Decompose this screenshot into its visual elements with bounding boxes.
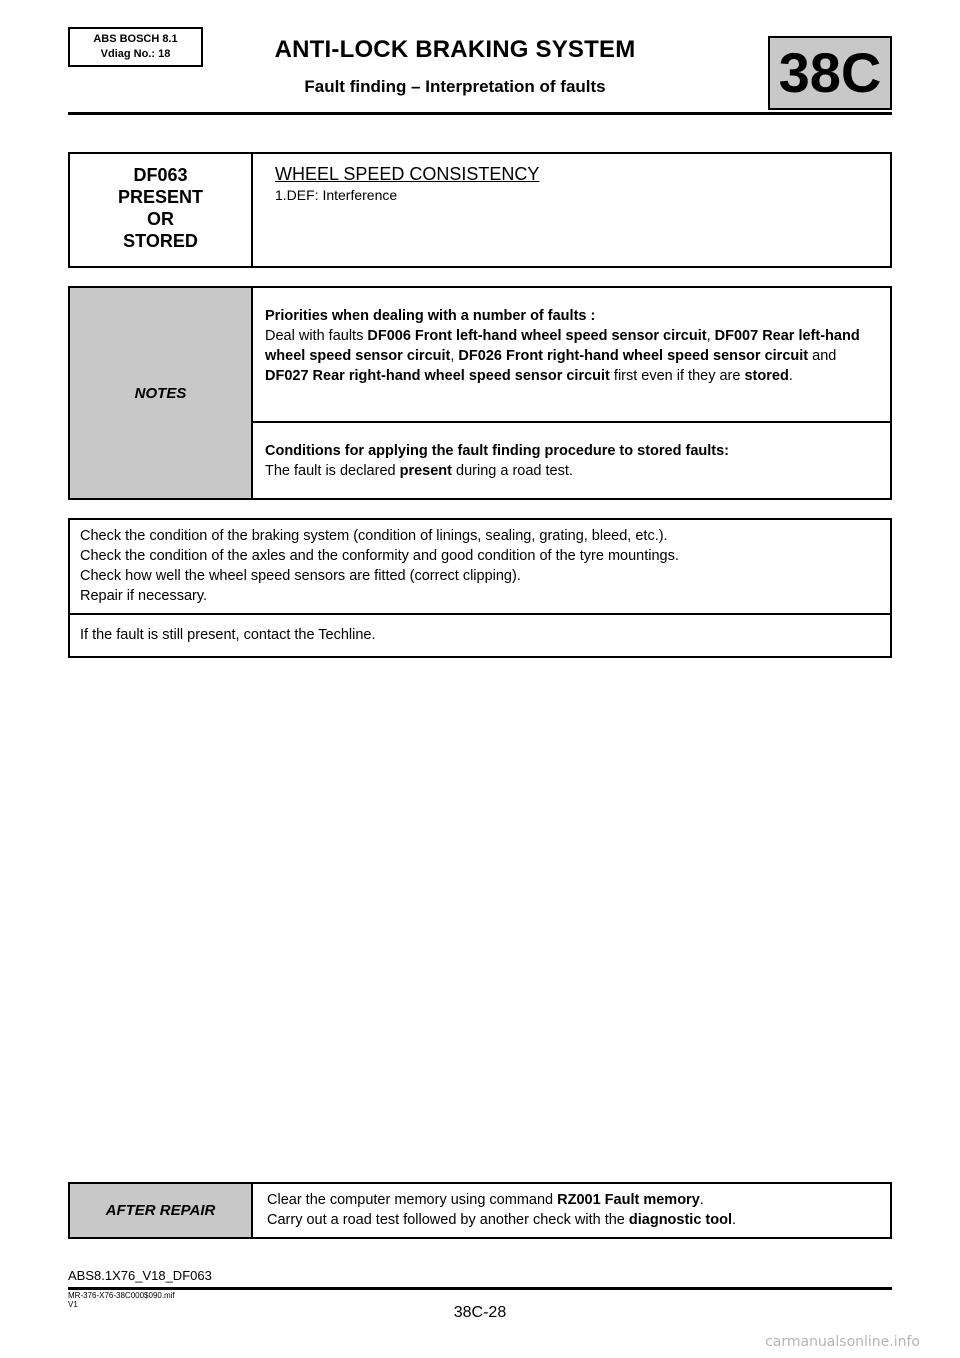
fault-ref-df006: DF006 Front left-hand wheel speed sensor circuit [367, 328, 707, 344]
techline-note: If the fault is still present, contact the Techline. [80, 627, 376, 643]
priorities-sep2: , [450, 348, 459, 364]
after-repair-content [253, 1184, 750, 1237]
conditions-note [253, 423, 890, 481]
fault-header-box [68, 152, 892, 268]
fault-state-or: OR [147, 209, 174, 229]
notes-box [68, 286, 892, 500]
fault-ref-df026: DF026 Front right-hand wheel speed sensor circuit [458, 348, 809, 364]
fault-title: WHEEL SPEED CONSISTENCY [275, 164, 540, 184]
road-test-end: . [732, 1212, 737, 1228]
priorities-note [253, 288, 890, 423]
priorities-intro: Deal with faults [265, 328, 368, 344]
priorities-sep1: , [706, 328, 715, 344]
clear-memory-step [267, 1190, 736, 1210]
check-sensors-fitted: Check how well the wheel speed sensors are fitted (correct clipping). [80, 568, 521, 584]
command-rz001: RZ001 Fault memory [557, 1192, 700, 1208]
check-axles-tyres: Check the condition of the axles and the conformity and good condition of the tyre mountings. [80, 548, 679, 564]
footer-divider [68, 1287, 892, 1290]
clear-memory-end: . [699, 1192, 704, 1208]
check-procedure-box [68, 518, 892, 658]
priorities-and: and [808, 348, 837, 364]
page-subtitle: Fault finding – Interpretation of faults [304, 77, 606, 96]
fault-state-present: PRESENT [117, 187, 204, 207]
notes-content [253, 288, 890, 498]
notes-label: NOTES [70, 288, 253, 498]
fault-ref-df027: DF027 Rear right-hand wheel speed sensor circuit [265, 368, 610, 384]
check-braking-system: Check the condition of the braking system (condition of linings, sealing, grating, bleed, etc.). [80, 528, 668, 544]
after-repair-label: AFTER REPAIR [70, 1184, 253, 1237]
page-number: 38C-28 [453, 1304, 507, 1321]
document-reference: ABS8.1X76_V18_DF063 [68, 1268, 212, 1283]
document-version: V1 [68, 1300, 78, 1309]
diagnostic-tool: diagnostic tool [628, 1212, 732, 1228]
after-repair-box [68, 1182, 892, 1239]
fault-ref-df007: DF007 Rear left-hand wheel speed sensor circuit [265, 328, 860, 364]
check-steps [70, 520, 890, 615]
conditions-tail: during a road test. [452, 463, 573, 479]
system-name: ABS BOSCH 8.1 [93, 33, 178, 45]
fault-def: 1.DEF: Interference [275, 187, 398, 203]
header-divider [68, 112, 892, 115]
priorities-tail: first even if they are [609, 368, 745, 384]
system-badge [68, 27, 203, 67]
clear-memory-intro: Clear the computer memory using command [267, 1192, 558, 1208]
page-title: ANTI-LOCK BRAKING SYSTEM [274, 36, 636, 63]
priorities-end: . [788, 368, 793, 384]
fault-status [70, 154, 253, 266]
conditions-present: present [399, 463, 452, 479]
priorities-title: Priorities when dealing with a number of faults : [265, 308, 596, 324]
watermark: carmanualsonline.info [765, 1334, 920, 1350]
priorities-stored: stored [744, 368, 789, 384]
vdiag-number: Vdiag No.: 18 [100, 48, 171, 60]
fault-state-stored: STORED [123, 231, 198, 251]
fault-code: DF063 [133, 165, 188, 185]
repair-instruction: Repair if necessary. [80, 588, 208, 604]
section-badge: 38C [768, 36, 892, 110]
road-test-intro: Carry out a road test followed by another check with the [267, 1212, 629, 1228]
road-test-step [267, 1210, 736, 1230]
source-filename: MR-376-X76-38C000$090.mif [68, 1291, 175, 1300]
conditions-title: Conditions for applying the fault finding procedure to stored faults: [265, 443, 729, 459]
conditions-intro: The fault is declared [265, 463, 400, 479]
fault-description [253, 154, 551, 266]
